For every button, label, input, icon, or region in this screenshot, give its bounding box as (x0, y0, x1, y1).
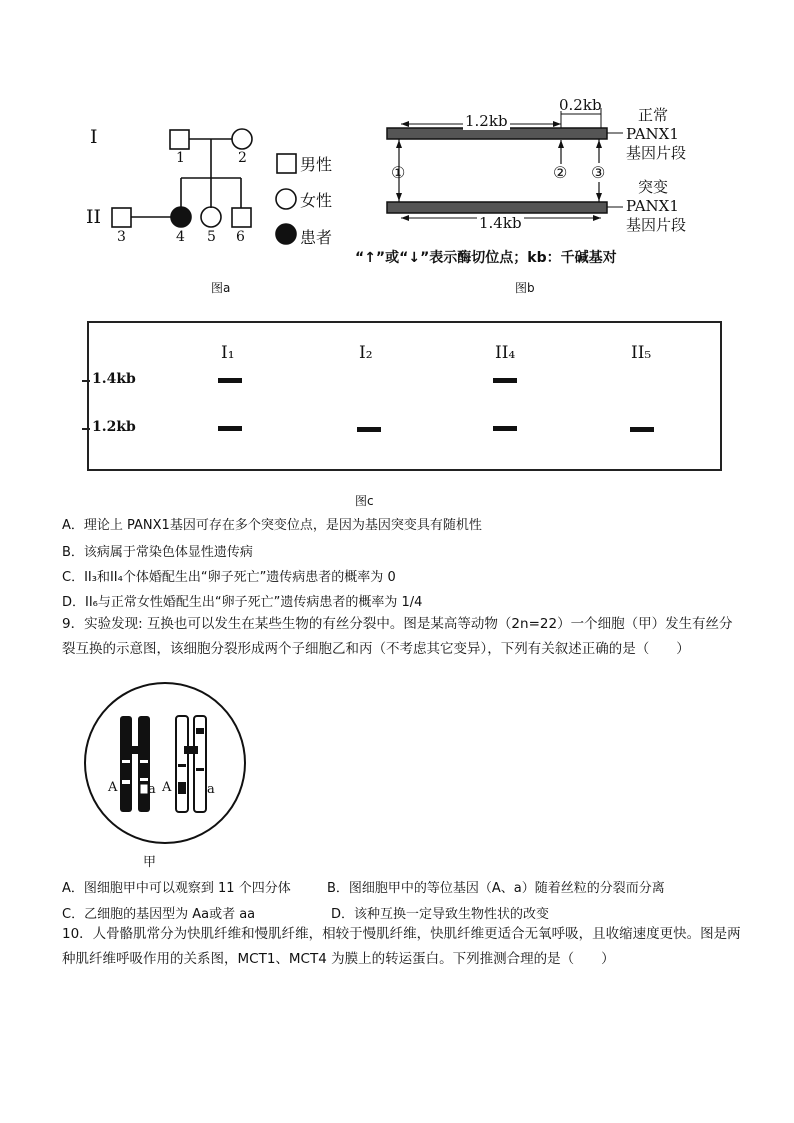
lane-label-I2: I₂ (359, 343, 373, 363)
allele-label-a-right: a (207, 782, 215, 797)
chromosome-dark (120, 716, 150, 812)
individual-4-affected-female (171, 207, 191, 227)
allele-label-a-left: a (148, 782, 156, 797)
cut-site-1: ① (391, 163, 406, 182)
mutant-label-line3: 基因片段 (626, 216, 687, 234)
lane-label-II4: II₄ (495, 343, 516, 363)
legend-female-label: 女性 (300, 191, 333, 210)
legend-male-label: 男性 (300, 155, 333, 174)
individual-number-2: 2 (238, 150, 247, 166)
span-label-0-2kb: 0.2kb (559, 96, 602, 114)
individual-number-5: 5 (207, 229, 216, 245)
individual-2-female (232, 129, 252, 149)
generation-label-II: II (86, 206, 102, 228)
q8-option-a: A．理论上 PANX1基因可存在多个突变位点，是因为基因突变具有随机性 (62, 518, 482, 533)
pedigree-legend-symbols (275, 150, 299, 250)
cell-jia-diagram (80, 678, 250, 848)
mutant-gene-label (626, 178, 686, 235)
size-marker-1-4kb: 1.4kb (92, 371, 136, 387)
q9-option-c: C．乙细胞的基因型为 Aa或者 aa (62, 907, 256, 922)
q8-option-b: B．该病属于常染色体显性遗传病 (62, 545, 253, 560)
band-II5-1-2kb (630, 427, 654, 432)
cell-membrane (85, 683, 245, 843)
legend-male-square (277, 154, 296, 173)
q8-option-c: C．II₃和II₄个体婚配生出“卵子死亡”遗传病患者的概率为 0 (62, 570, 396, 585)
figure-a-caption: 图a (211, 281, 231, 295)
band-I1-1-4kb (218, 378, 242, 383)
individual-number-1: 1 (176, 150, 185, 166)
individual-5-female (201, 207, 221, 227)
individual-number-6: 6 (236, 229, 245, 245)
mutant-label-line2: PANX1 (626, 197, 679, 215)
legend-female-circle (276, 189, 296, 209)
allele-label-A-left: A (108, 780, 118, 795)
gel-electrophoresis-box (87, 321, 722, 471)
q9-option-a: A．图细胞甲中可以观察到 11 个四分体 (62, 881, 291, 896)
q9-option-b: B．图细胞甲中的等位基因（A、a）随着丝粒的分裂而分离 (327, 881, 665, 896)
mutant-gene-bar (387, 202, 607, 213)
allele-label-A-right: A (162, 780, 172, 795)
band-I1-1-2kb (218, 426, 242, 431)
q8-option-d: D．II₆与正常女性婚配生出“卵子死亡”遗传病患者的概率为 1/4 (62, 595, 423, 610)
span-label-1-2kb: 1.2kb (465, 112, 508, 130)
band-I2-1-2kb (357, 427, 381, 432)
q9-option-d: D．该种互换一定导致生物性状的改变 (331, 907, 550, 922)
cut-site-3: ③ (591, 163, 606, 182)
individual-number-4: 4 (176, 229, 185, 245)
q10-stem: 10．人骨骼肌常分为快肌纤维和慢肌纤维，相较于慢肌纤维，快肌纤维更适合无氧呼吸，且收缩速度更快。图是两种肌纤维呼吸作用的关系图，MCT1、MCT4 为膜上的转运蛋白。下列推测合理的是（ ） (62, 926, 741, 967)
lane-label-I1: I₁ (221, 343, 235, 363)
legend-patient-label: 患者 (300, 228, 333, 247)
chromosome-light (176, 716, 206, 812)
generation-label-I: I (90, 126, 98, 148)
legend-patient-circle (276, 224, 296, 244)
q9-stem: 9．实验发现: 互换也可以发生在某些生物的有丝分裂中。图是某高等动物（2n=22）一个细胞（甲）发生有丝分裂互换的示意图，该细胞分裂形成两个子细胞乙和丙（不考虑其它变异），下列有关叙述正确的是（ ） (62, 616, 733, 657)
normal-label-line3: 基因片段 (626, 144, 687, 162)
normal-label-line1: 正常 (638, 106, 669, 124)
individual-number-3: 3 (117, 229, 126, 245)
band-II4-1-4kb (493, 378, 517, 383)
normal-label-line2: PANX1 (626, 125, 679, 143)
enzyme-site-note: “↑”或“↓”表示酶切位点；kb：千碱基对 (355, 250, 617, 266)
size-marker-1-2kb: 1.2kb (92, 419, 136, 435)
cell-jia-caption: 甲 (143, 855, 157, 870)
individual-3-male (112, 208, 131, 227)
mutant-label-line1: 突变 (638, 178, 669, 196)
normal-gene-label (626, 106, 686, 163)
band-II4-1-2kb (493, 426, 517, 431)
figure-b-caption: 图b (515, 281, 535, 295)
lane-label-II5: II₅ (631, 343, 652, 363)
cut-site-2: ② (553, 163, 568, 182)
individual-1-male (170, 130, 189, 149)
span-label-1-4kb: 1.4kb (479, 214, 522, 232)
figure-c-caption: 图c (355, 494, 374, 508)
individual-6-male (232, 208, 251, 227)
